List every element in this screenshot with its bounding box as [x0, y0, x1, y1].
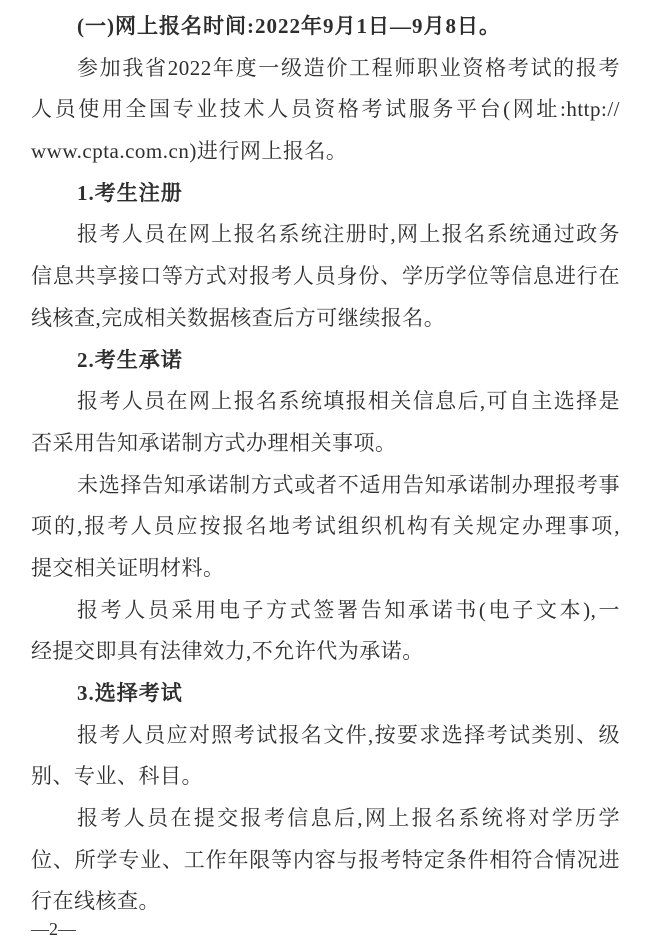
page-number: —2—: [31, 919, 76, 939]
text-line: www.cpta.com.cn)进行网上报名。: [31, 139, 348, 164]
text-line: 报考人员采用电子方式签署告知承诺书(电子文本),一: [77, 597, 620, 622]
text-line: 信息共享接口等方式对报考人员身份、学历学位等信息进行在: [31, 264, 620, 289]
text-line: 未选择告知承诺制方式或者不适用告知承诺制办理报考事: [77, 472, 620, 497]
text-line: 提交相关证明材料。: [31, 555, 225, 580]
text-line: 别、专业、科目。: [31, 764, 203, 789]
text-line: 位、所学专业、工作年限等内容与报考特定条件相符合情况进: [31, 847, 620, 872]
text-line: 报考人员在网上报名系统填报相关信息后,可自主选择是: [77, 389, 620, 414]
text-line: 线核查,完成相关数据核查后方可继续报名。: [31, 305, 446, 330]
text-line: 人员使用全国专业技术人员资格考试服务平台(网址:http://: [31, 97, 620, 122]
text-line: 行在线核查。: [31, 889, 160, 914]
section-heading-line: 3.选择考试: [77, 681, 183, 705]
text-line: 参加我省2022年度一级造价工程师职业资格考试的报考: [77, 55, 620, 80]
section-heading-line: 1.考生注册: [77, 180, 183, 205]
text-line: 项的,报考人员应按报名地考试组织机构有关规定办理事项,: [31, 514, 620, 539]
section-heading-line: (一)网上报名时间:2022年9月1日—9月8日。: [77, 14, 501, 38]
text-line: 否采用告知承诺制方式办理相关事项。: [31, 430, 397, 455]
text-line: 报考人员在提交报考信息后,网上报名系统将对学历学: [77, 806, 620, 831]
text-line: 报考人员在网上报名系统注册时,网上报名系统通过政务: [77, 222, 620, 247]
text-line: 报考人员应对照考试报名文件,按要求选择考试类别、级: [77, 722, 620, 747]
section-heading-line: 2.考生承诺: [77, 347, 183, 372]
text-line: 经提交即具有法律效力,不允许代为承诺。: [31, 639, 424, 664]
